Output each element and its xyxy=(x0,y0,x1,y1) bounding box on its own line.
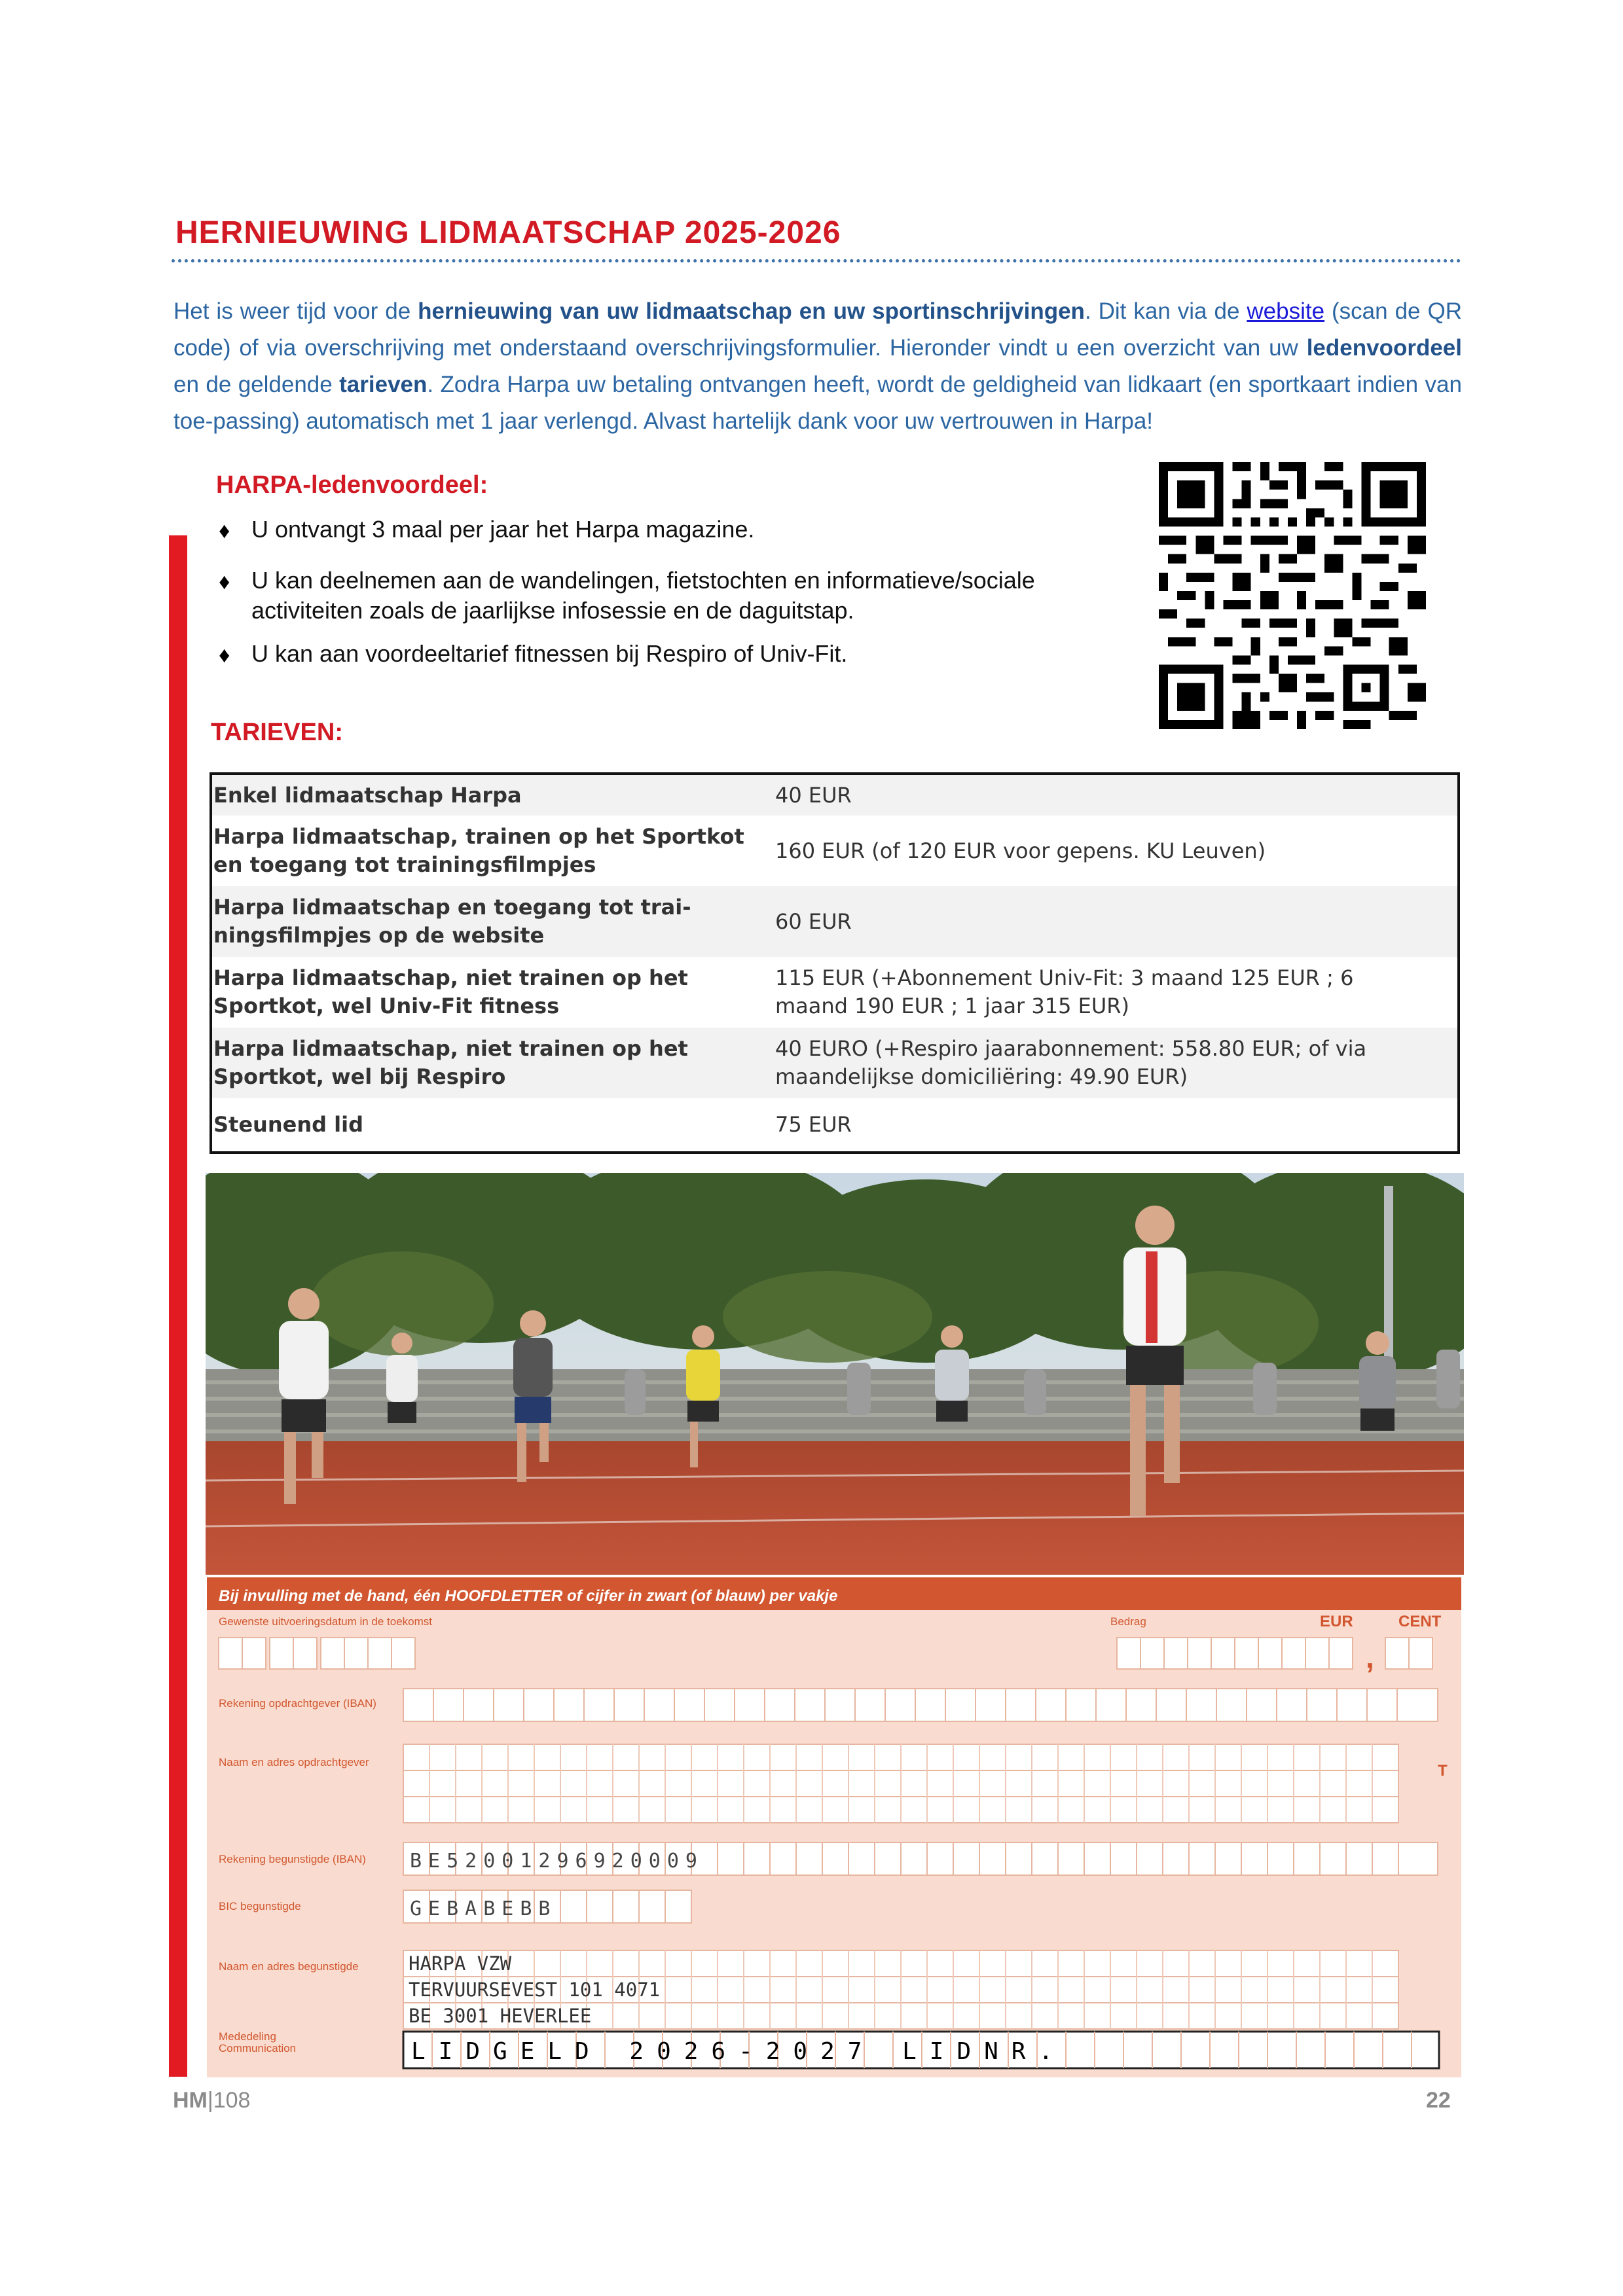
row-label: Enkel lidmaatschap Harpa xyxy=(213,782,522,808)
beneficiary-line-3: BE 3001 HEVERLEE xyxy=(409,2005,592,2027)
intro-text-2: . Dit kan via de xyxy=(1084,298,1247,324)
row-price: 115 EUR (+Abonnement Univ-Fit: 3 maand 125 EUR ; 6 maand 190 EUR ; 1 jaar 315 EUR) xyxy=(775,965,1354,1018)
table-row xyxy=(212,957,1457,1028)
row-label: Steunend lid xyxy=(213,1112,363,1137)
bic-value: GEBABEBB xyxy=(410,1897,557,1920)
beneficiary-iban-label: Rekening begunstigde (IBAN) xyxy=(219,1853,366,1865)
beneficiary-name-label: Naam en adres begunstigde xyxy=(219,1960,359,1973)
table-row xyxy=(212,1098,1457,1151)
intro-bold-rates: tarieven xyxy=(339,372,428,397)
communication-value: LIDGELD 2026-2027 LIDNR. xyxy=(411,2038,1067,2065)
qr-code-icon[interactable] xyxy=(1159,462,1426,729)
bullet-icon: ♦ xyxy=(219,643,230,668)
transfer-form xyxy=(207,1577,1461,2077)
row-price: 60 EUR xyxy=(775,908,852,934)
page-title: HERNIEUWING LIDMAATSCHAP 2025-2026 xyxy=(175,215,841,250)
intro-text-5: . Zodra Harpa uw betaling ontvangen heeft, wordt de geldigheid van lidkaart (en sportkaart indien van toe-passing) automatisch met 1 jaar verlengd. Alvast hartelijk dank voor uw vertrouwen in Harpa! xyxy=(173,372,1462,434)
intro-bold-renewal: hernieuwing van uw lidmaatschap en uw sportinschrijvingen xyxy=(418,298,1085,324)
eur-label: EUR xyxy=(1320,1613,1353,1630)
row-label: Harpa lidmaatschap, trainen op het Sportkot en toegang tot trainingsfilmpjes xyxy=(213,824,744,877)
communication-label-2: Communication xyxy=(219,2042,297,2054)
payer-iban-label: Rekening opdrachtgever (IBAN) xyxy=(219,1697,376,1710)
row-price: 40 EURO (+Respiro jaarabonnement: 558.80 EUR; of via maandelijkse domiciliëring: 49.90 EUR) xyxy=(775,1036,1367,1089)
benefits-heading: HARPA-ledenvoordeel: xyxy=(216,471,488,499)
form-header: Bij invulling met de hand, één HOOFDLETTER of cijfer in zwart (of blauw) per vakje xyxy=(219,1587,838,1605)
beneficiary-line-2: TERVUURSEVEST 101 4071 xyxy=(409,1979,661,2001)
title-dotted-rule xyxy=(172,259,1461,262)
intro-text-1: Het is weer tijd voor de xyxy=(173,298,418,324)
bullet-icon: ♦ xyxy=(219,518,230,543)
table-row xyxy=(212,1028,1457,1098)
row-label: Harpa lidmaatschap en toegang tot trai-ningsfilmpjes op de website xyxy=(213,895,691,948)
footer-issue xyxy=(173,2088,250,2113)
issue-number: 108 xyxy=(213,2088,251,2113)
payer-name-label: Naam en adres opdrachtgever xyxy=(219,1756,369,1768)
magazine-logo: HM xyxy=(173,2088,208,2113)
row-price: 160 EUR (of 120 EUR voor gepens. KU Leuven) xyxy=(775,838,1266,863)
table-row xyxy=(212,775,1457,816)
comma-mark: , xyxy=(1366,1640,1374,1674)
benefit-item: U kan aan voordeeltarief fitnessen bij Respiro of Univ-Fit. xyxy=(251,640,848,667)
row-label: Harpa lidmaatschap, niet trainen op het Sportkot, wel Univ-Fit fitness xyxy=(213,965,688,1018)
page-number: 22 xyxy=(1426,2088,1451,2113)
website-link[interactable]: website xyxy=(1247,298,1325,324)
communication-label-1: Mededeling xyxy=(219,2030,276,2043)
left-accent-bar xyxy=(169,535,187,2077)
table-row xyxy=(212,816,1457,886)
benefit-item: U kan deelnemen aan de wandelingen, fietstochten en informatieve/sociale activiteiten zoals de jaarlijkse infosessie en de daguitstap. xyxy=(251,567,1035,624)
training-photo xyxy=(206,1173,1464,1575)
beneficiary-line-1: HARPA VZW xyxy=(409,1952,512,1975)
beneficiary-iban-value: BE52001296920009 xyxy=(410,1850,704,1873)
table-row xyxy=(212,886,1457,957)
amount-label: Bedrag xyxy=(1110,1615,1146,1628)
date-label: Gewenste uitvoeringsdatum in de toekomst xyxy=(219,1615,433,1628)
intro-paragraph xyxy=(173,293,1462,440)
intro-text-3: (scan de QR code) of via overschrijving met onderstaand overschrijvingsformulier. Hieronder vindt u een overzicht van uw xyxy=(173,298,1462,361)
rates-heading: TARIEVEN: xyxy=(211,719,343,746)
intro-bold-benefit: ledenvoordeel xyxy=(1306,335,1462,361)
cent-label: CENT xyxy=(1398,1613,1442,1630)
row-price: 75 EUR xyxy=(775,1112,852,1137)
benefit-item: U ontvangt 3 maal per jaar het Harpa magazine. xyxy=(251,516,755,543)
bic-label: BIC begunstigde xyxy=(219,1900,301,1912)
row-label: Harpa lidmaatschap, niet trainen op het Sportkot, wel bij Respiro xyxy=(213,1036,688,1089)
side-mark: T xyxy=(1438,1762,1448,1780)
row-price: 40 EUR xyxy=(775,782,852,808)
footer-separator: | xyxy=(207,2088,213,2113)
intro-text-4: en de geldende xyxy=(173,372,340,397)
price-table xyxy=(210,772,1460,1154)
bullet-icon: ♦ xyxy=(219,569,230,594)
